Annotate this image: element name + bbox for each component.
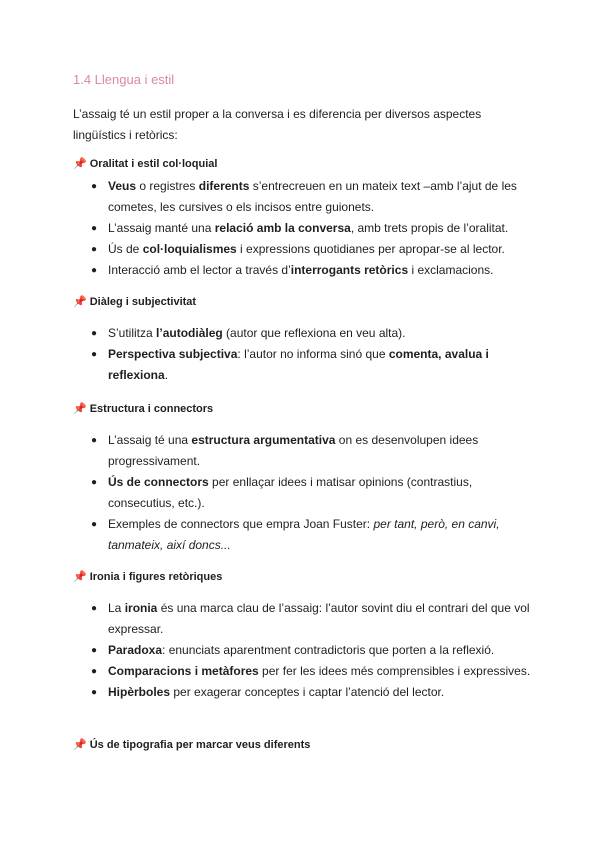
- text-run: La: [108, 601, 125, 615]
- bold-text: Paradoxa: [108, 643, 163, 657]
- bold-text: Veus: [108, 179, 137, 193]
- heading-text: Oralitat i estil col·loquial: [89, 158, 218, 170]
- bullet-icon: ●: [91, 435, 98, 446]
- text-run: : l’autor no informa sinó que: [237, 347, 389, 361]
- bold-text: Ús de connectors: [108, 475, 209, 489]
- bullet-icon: ●: [91, 666, 98, 677]
- heading-text: Ús de tipografia per marcar veus diferents: [89, 739, 311, 751]
- text-run: per fer les idees més comprensibles i expressives.: [258, 664, 531, 678]
- bold-text: Hipèrboles: [108, 685, 171, 699]
- bold-text: Comparacions i metàfores: [108, 664, 259, 678]
- list-item: [91, 598, 531, 640]
- text-run: on es desenvolupen idees progressivament.: [108, 433, 479, 468]
- bullet-icon: ●: [91, 328, 98, 339]
- list-dialeg: [91, 323, 531, 386]
- list-oralitat: [91, 176, 531, 281]
- bullet-icon: ●: [91, 603, 98, 614]
- text-run: s’entrecreuen en un mateix text –amb l’ajut de les cometes, les cursives o els incisos entre guionets.: [108, 179, 517, 214]
- text-run: .: [164, 368, 169, 382]
- text-run: S’utilitza: [108, 326, 157, 340]
- bullet-icon: ●: [91, 223, 98, 234]
- list-estructura: [91, 430, 531, 556]
- text-run: i expressions quotidianes per apropar-se al lector.: [236, 242, 505, 256]
- pushpin-icon: 📌: [73, 570, 87, 583]
- heading-ironia: [73, 571, 222, 583]
- heading-estructura: [73, 403, 213, 415]
- list-item: [91, 344, 531, 386]
- list-item: [91, 472, 531, 514]
- bold-text: col·loquialismes: [142, 242, 237, 256]
- bullet-icon: ●: [91, 181, 98, 192]
- pushpin-icon: 📌: [73, 402, 87, 415]
- bold-text: estructura argumentativa: [191, 433, 336, 447]
- list-item: [91, 176, 531, 218]
- bold-text: comenta, avalua i reflexiona: [108, 347, 489, 382]
- text-run: : enunciats aparentment contradictoris que porten a la reflexió.: [162, 643, 495, 657]
- list-item: [91, 430, 531, 472]
- list-item: [91, 682, 531, 703]
- text-run: L’assaig té una: [108, 433, 192, 447]
- bullet-icon: ●: [91, 349, 98, 360]
- pushpin-icon: 📌: [73, 738, 87, 751]
- list-item: [91, 239, 531, 260]
- heading-tipografia: [73, 739, 310, 751]
- text-run: Exemples de connectors que empra Joan Fuster:: [108, 517, 374, 531]
- bullet-icon: ●: [91, 687, 98, 698]
- text-run: Interacció amb el lector a través d’: [108, 263, 291, 277]
- list-item: [91, 640, 531, 661]
- list-item: [91, 514, 531, 556]
- list-ironia: [91, 598, 531, 703]
- text-run: per enllaçar idees i matisar opinions (contrastius, consecutius, etc.).: [108, 475, 473, 510]
- text-run: per exagerar conceptes i captar l’atenció del lector.: [170, 685, 445, 699]
- list-item: [91, 260, 531, 281]
- list-item: [91, 323, 531, 344]
- text-run: L’assaig manté una: [108, 221, 215, 235]
- bullet-icon: ●: [91, 265, 98, 276]
- bullet-icon: ●: [91, 645, 98, 656]
- intro-paragraph: L’assaig té un estil proper a la conversa i es diferencia per diversos aspectes lingüístics i retòrics:: [73, 107, 482, 142]
- heading-oralitat: [73, 158, 217, 170]
- list-item: [91, 218, 531, 239]
- italic-text: per tant, però, en canvi, tanmateix, així doncs...: [108, 517, 500, 552]
- text-run: o registres: [136, 179, 199, 193]
- bold-text: interrogants retòrics: [290, 263, 409, 277]
- text-run: Ús de: [108, 242, 143, 256]
- bold-text: relació amb la conversa: [214, 221, 351, 235]
- text-run: és una marca clau de l’assaig: l’autor sovint diu el contrari del que vol expressar.: [108, 601, 530, 636]
- bold-text: diferents: [198, 179, 250, 193]
- heading-text: Diàleg i subjectivitat: [89, 296, 197, 308]
- bold-text: ironia: [124, 601, 158, 615]
- section-title: 1.4 Llengua i estil: [73, 72, 175, 87]
- pushpin-icon: 📌: [73, 157, 87, 170]
- bold-text: l’autodiàleg: [156, 326, 223, 340]
- heading-text: Estructura i connectors: [89, 403, 214, 415]
- text-run: i exclamacions.: [408, 263, 494, 277]
- text-run: (autor que reflexiona en veu alta).: [222, 326, 406, 340]
- pushpin-icon: 📌: [73, 295, 87, 308]
- heading-dialeg: [73, 296, 196, 308]
- text-run: , amb trets propis de l’oralitat.: [350, 221, 509, 235]
- bold-text: Perspectiva subjectiva: [108, 347, 238, 361]
- list-item: [91, 661, 531, 682]
- bullet-icon: ●: [91, 477, 98, 488]
- heading-text: Ironia i figures retòriques: [89, 571, 223, 583]
- bullet-icon: ●: [91, 519, 98, 530]
- bullet-icon: ●: [91, 244, 98, 255]
